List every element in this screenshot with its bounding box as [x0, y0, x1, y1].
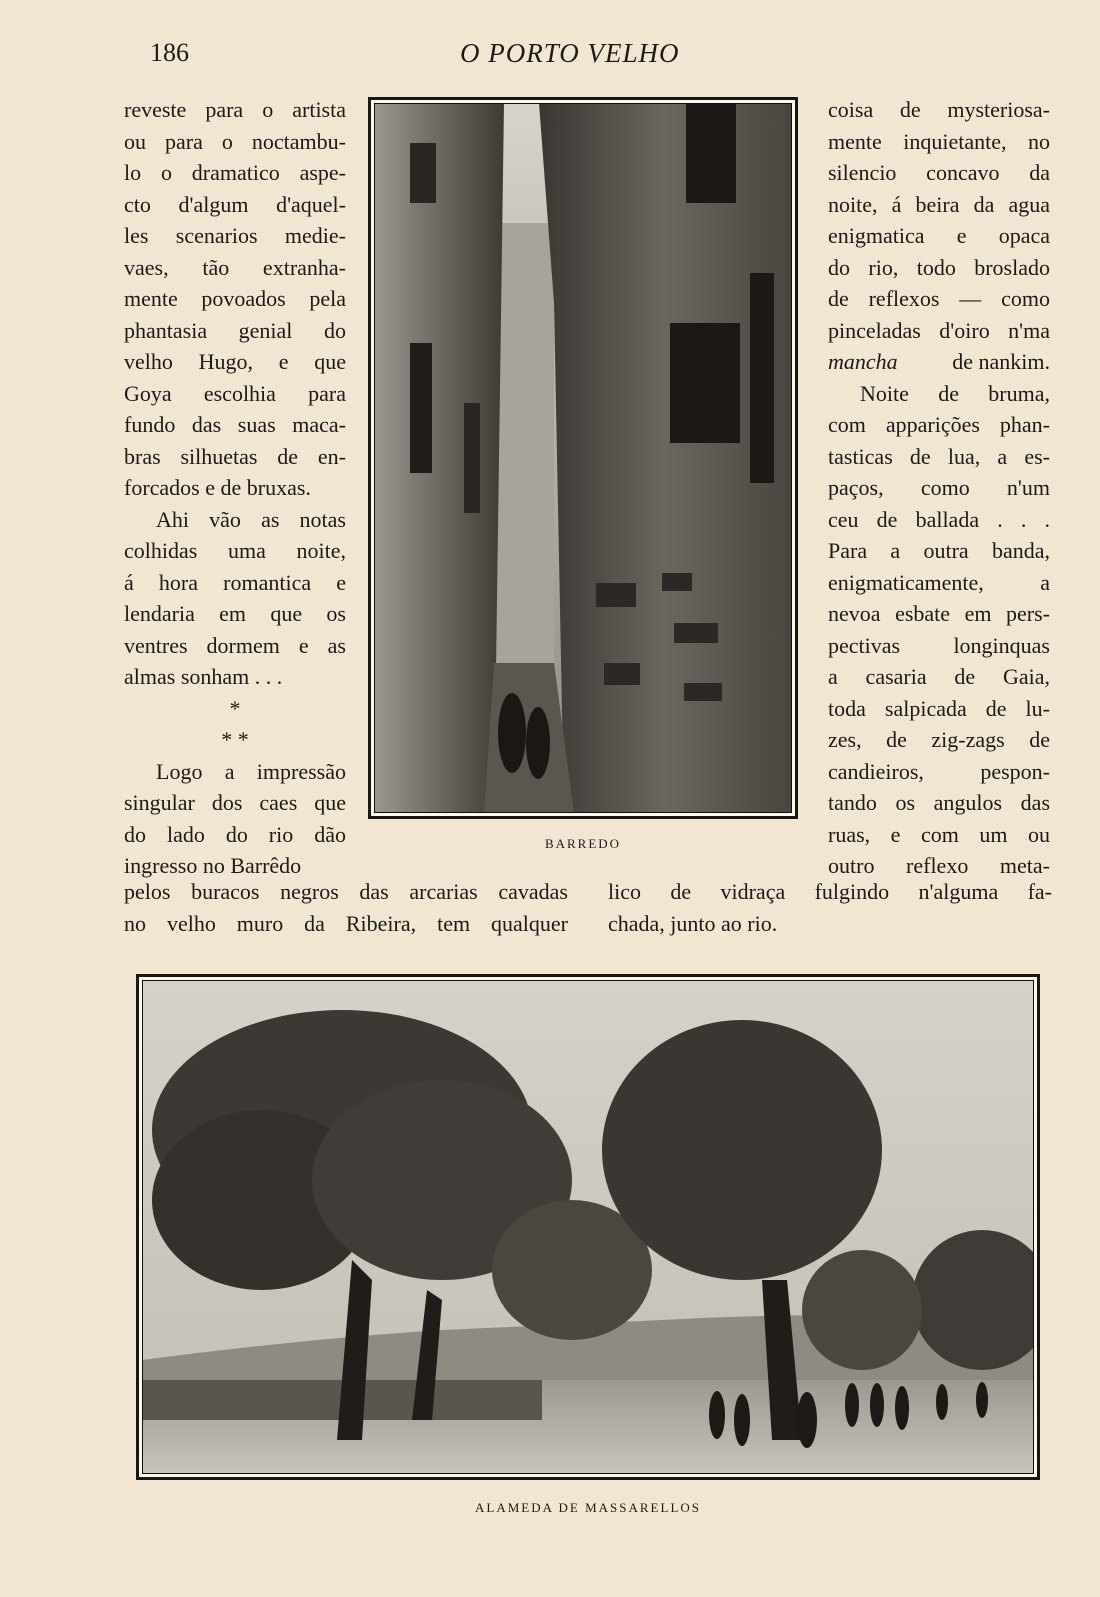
text-line: com apparições phan- — [828, 412, 1050, 437]
text-line: chada, junto ao rio. — [608, 910, 778, 936]
text-line: singular dos caes que — [124, 790, 346, 815]
text-line: noite, á beira da agua — [828, 191, 1050, 217]
wide-right-text — [608, 876, 1052, 939]
text-line: mente povoados pela — [124, 286, 346, 311]
text-line: vaes, tão extranha- — [124, 254, 346, 280]
wide-left-text — [124, 876, 568, 939]
alameda-photograph — [136, 974, 1040, 1480]
text-line: Ahi vão as notas — [156, 506, 346, 532]
text-line: almas sonham . . . — [124, 664, 283, 689]
text-line: a casaria de Gaia, — [828, 664, 1050, 689]
text-line: les scenarios medie- — [124, 223, 346, 248]
text-line: de reflexos — como — [828, 286, 1050, 311]
text-line: ceu de ballada . . . — [828, 506, 1050, 532]
text-line: toda salpicada de lu- — [828, 695, 1050, 721]
text-line: Goya escolhia para — [124, 380, 346, 406]
barredo-caption: BARREDO — [544, 836, 622, 851]
text-fragment: de nankim. — [952, 349, 1050, 374]
text-line: colhidas uma noite, — [124, 538, 346, 563]
alameda-caption: ALAMEDA DE MASSARELLOS — [474, 1500, 701, 1515]
text-line — [828, 346, 1050, 378]
text-line: mente inquietante, no — [828, 128, 1050, 154]
text-line: enigmaticamente, a — [828, 569, 1050, 595]
text-line: pectivas longinquas — [828, 632, 1050, 658]
text-line: nevoa esbate em pers- — [828, 601, 1050, 626]
text-line: phantasia genial do — [124, 317, 346, 343]
text-line: lendaria em que os — [124, 601, 346, 626]
text-line: velho Hugo, e que — [124, 349, 346, 374]
text-line: do rio, todo broslado — [828, 254, 1050, 280]
text-line: tando os angulos das — [828, 790, 1050, 815]
text-line: cto d'algum d'aquel- — [124, 191, 346, 217]
text-line: ingresso no Barrêdo — [124, 853, 302, 878]
text-line: pinceladas d'oiro n'ma — [828, 317, 1050, 343]
section-break-asterisk: * — [229, 695, 241, 721]
text-line: ventres dormem e as — [124, 632, 346, 658]
text-line: ou para o noctambu- — [124, 128, 346, 154]
text-line: lico de vidraça fulgindo n'alguma fa- — [608, 879, 1052, 904]
barredo-photograph — [368, 97, 798, 819]
text-line: tasticas de lua, a es- — [828, 443, 1050, 469]
left-column — [124, 94, 346, 882]
section-break-asterisks: * * — [221, 727, 249, 752]
text-line: zes, de zig-zags de — [828, 727, 1050, 752]
text-line: silencio concavo da — [828, 160, 1050, 185]
text-line: enigmatica e opaca — [828, 223, 1050, 248]
text-line: paços, como n'um — [828, 475, 1050, 500]
text-line: no velho muro da Ribeira, tem qualquer — [124, 910, 568, 936]
text-line: Para a outra banda, — [828, 538, 1050, 563]
text-line: forcados e de bruxas. — [124, 475, 311, 500]
italic-word: mancha — [828, 349, 898, 374]
running-title: O PORTO VELHO — [460, 38, 680, 68]
text-line: bras silhuetas de en- — [124, 443, 346, 469]
right-column — [828, 94, 1050, 882]
text-line: lo o dramatico aspe- — [124, 160, 346, 185]
page-number: 186 — [150, 38, 189, 67]
text-line: fundo das suas maca- — [124, 412, 346, 437]
text-line: Noite de bruma, — [860, 380, 1050, 406]
text-line: do lado do rio dão — [124, 821, 346, 847]
text-line: pelos buracos negros das arcarias cavadas — [124, 879, 568, 904]
text-line: Logo a impressão — [156, 758, 346, 784]
text-line: reveste para o artista — [124, 97, 346, 122]
text-line: ruas, e com um ou — [828, 821, 1050, 847]
text-line: coisa de mysteriosa- — [828, 97, 1050, 122]
text-line: á hora romantica e — [124, 569, 346, 595]
text-line: outro reflexo meta- — [828, 853, 1050, 878]
text-line: candieiros, pespon- — [828, 758, 1050, 784]
